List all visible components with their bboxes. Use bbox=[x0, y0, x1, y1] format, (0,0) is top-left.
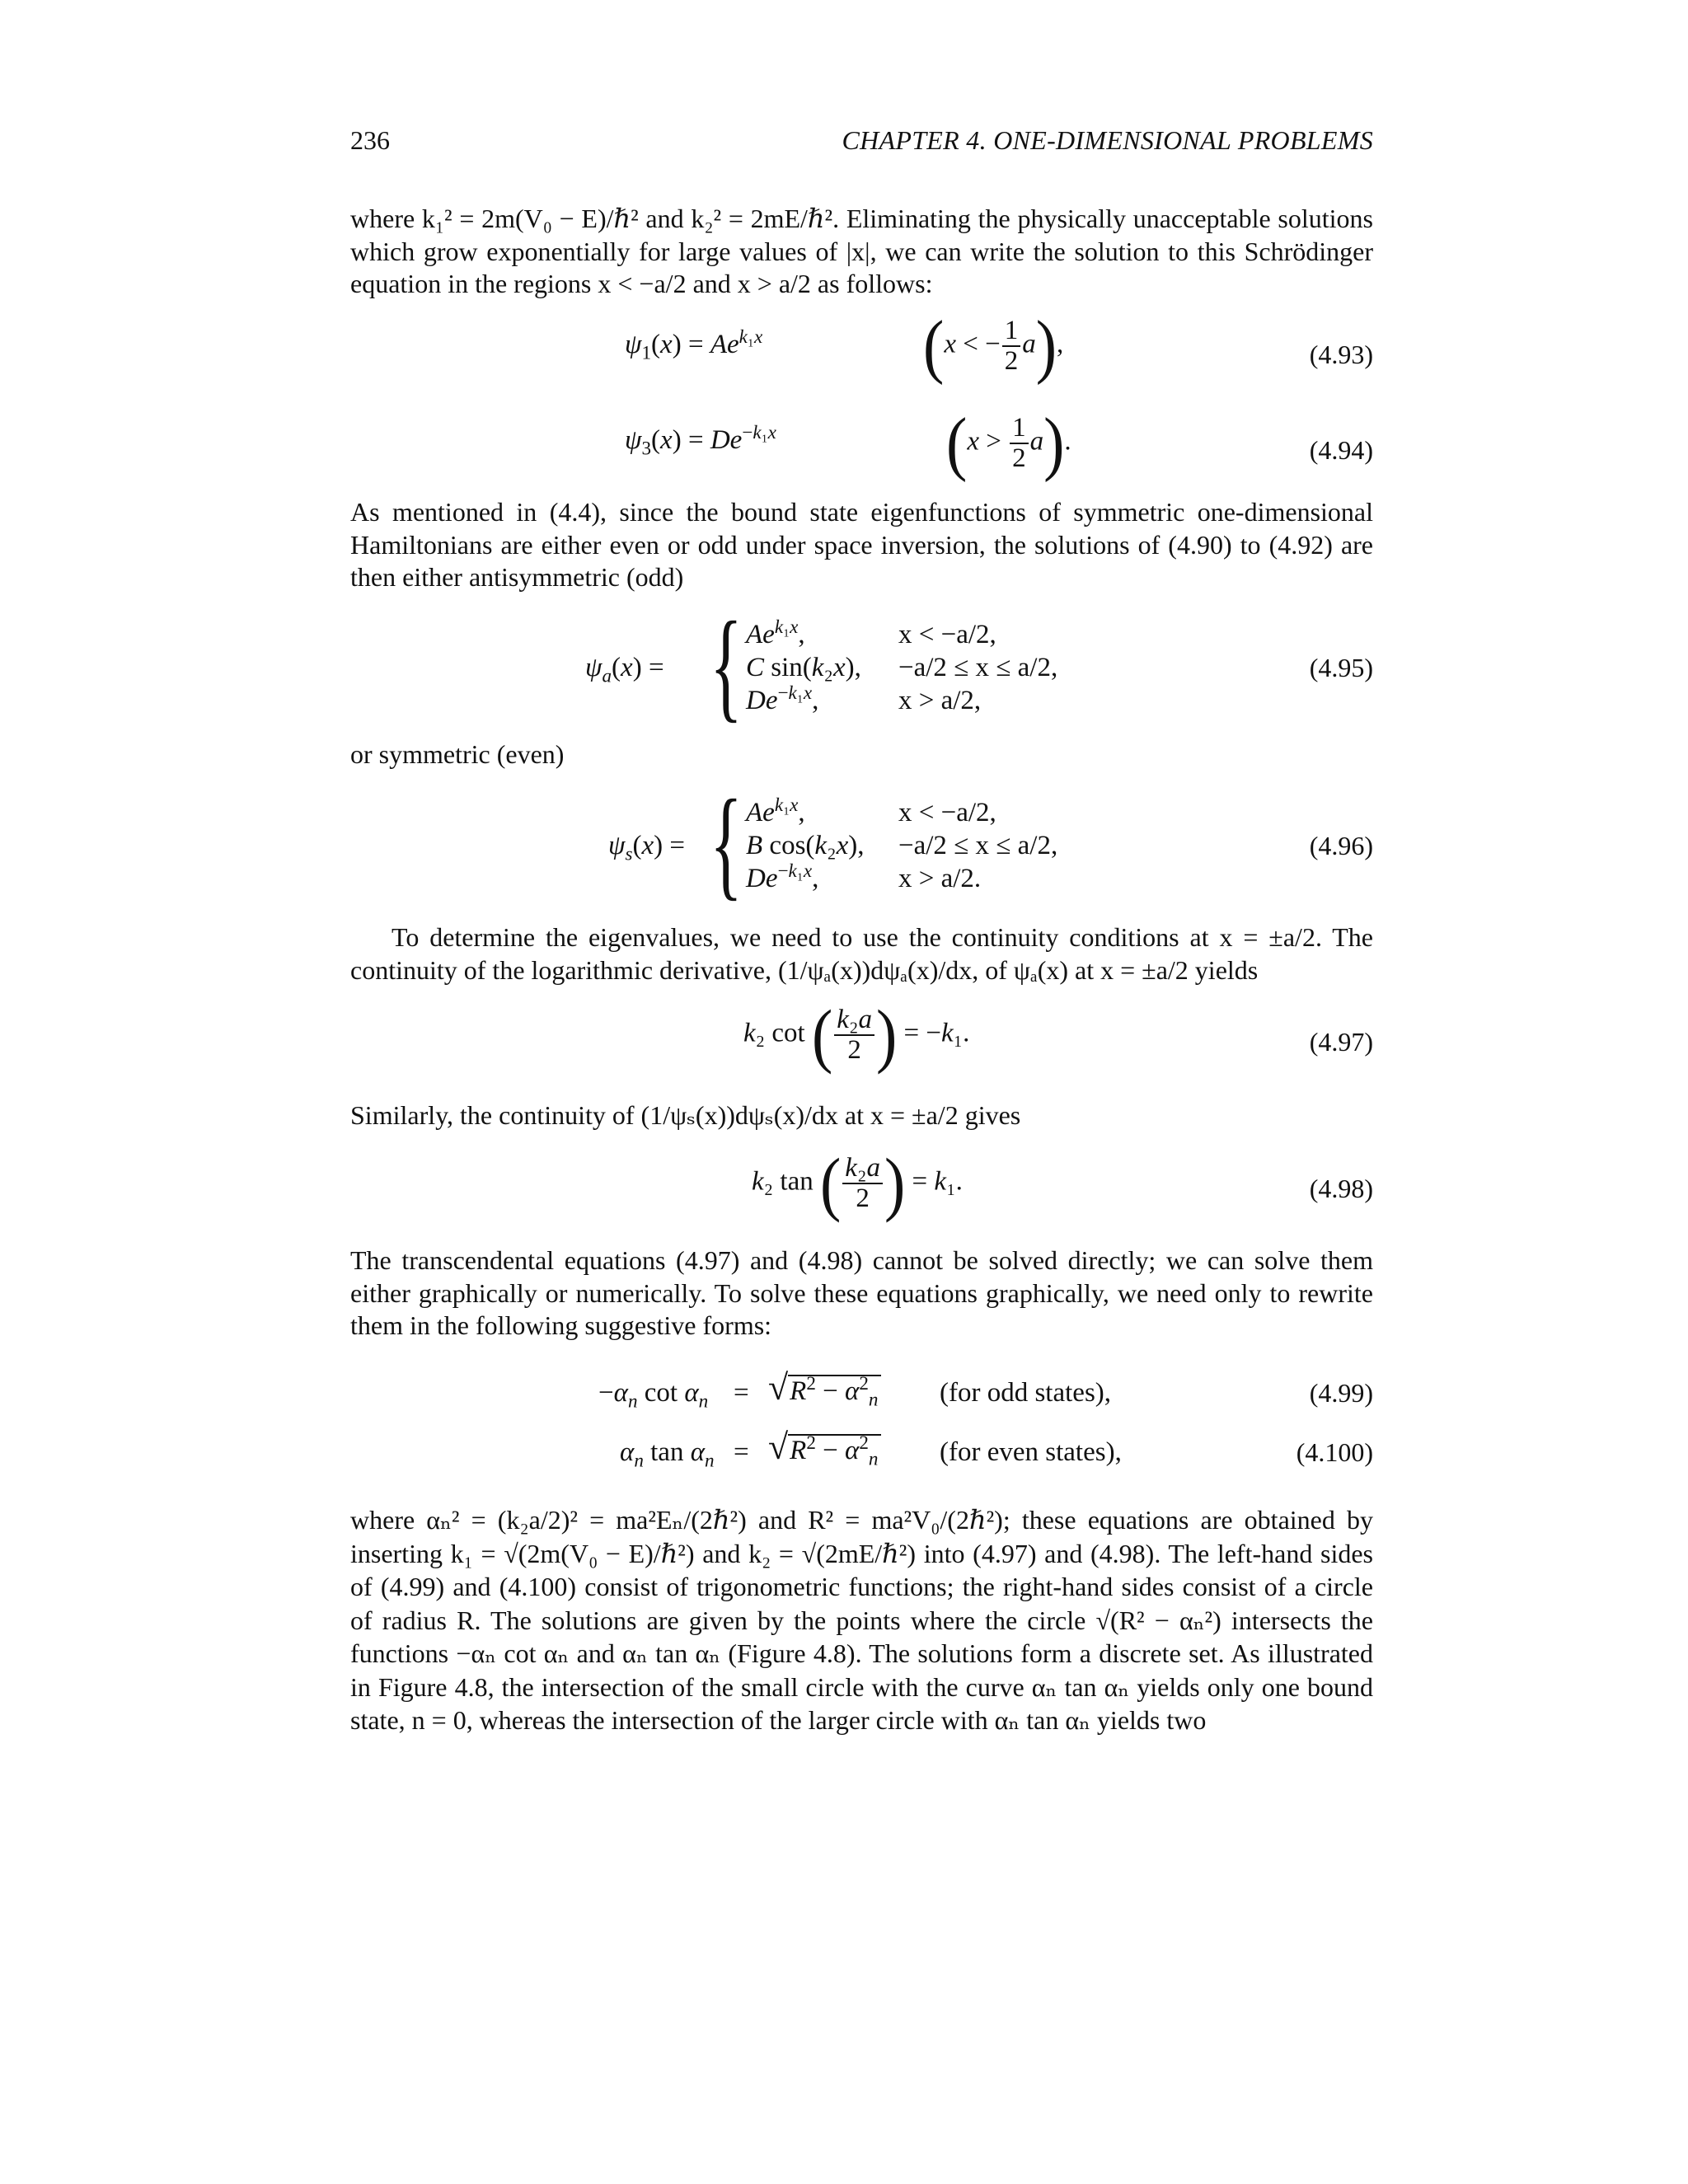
equation-4-100-note: (for even states), bbox=[940, 1437, 1122, 1467]
paragraph-1: where k₁² = 2m(V₀ − E)/ℏ² and k₂² = 2mE/ℏ². Eliminating the physically unacceptable solutions which grow exponentially for large values of |x|, we can write the solution to this Schrödinger equation in the regions x < −a/2 and x > a/2 as follows: bbox=[350, 204, 1373, 298]
paragraph-2: As mentioned in (4.4), since the bound state eigenfunctions of symmetric one-dimensional Hamiltonians are either even or odd under space inversion, the solutions of (4.90) to (4.92) are then either antisymmetric (odd) bbox=[350, 497, 1373, 592]
equation-4-96-row-3: $De^{-k_1x}$, bbox=[746, 860, 819, 893]
equation-4-95-row-3: $De^{-k_1x}$, bbox=[746, 682, 819, 715]
equation-4-99-rhs: $√R^2 - \alpha^2_n$ bbox=[768, 1370, 881, 1407]
page-number: 236 bbox=[350, 125, 390, 155]
equation-4-96-cond-2: −a/2 ≤ x ≤ a/2, bbox=[898, 831, 1058, 860]
equation-4-97: k₂ cot ( $\frac{\text{k₂a}}{2}$ ) = −k₁. bbox=[743, 995, 970, 1076]
equation-4-96-row-1: $Ae^{k_1x}$, bbox=[746, 794, 805, 827]
paragraph-4: To determine the eigenvalues, we need to use the continuity conditions at x = ±a/2. The continuity of the logarithmic derivative, (1/ψₐ(x))dψₐ(x)/dx, of ψₐ(x) at x = ±a/2 yields bbox=[350, 922, 1373, 985]
equation-4-100-lhs: $\alpha_n$ $\tan \alpha_n$ bbox=[620, 1437, 715, 1471]
paragraph-5: Similarly, the continuity of (1/ψₛ(x))dψₛ(x)/dx at x = ±a/2 gives bbox=[350, 1100, 1021, 1130]
equation-4-95-row-2: C sin(k₂x), bbox=[746, 653, 861, 682]
equation-4-95-row-1: $Ae^{k_1x}$, bbox=[746, 616, 805, 649]
equation-4-94-condition: (x > $\frac{1}{2}$ a). bbox=[946, 403, 1071, 484]
equation-4-95-cond-2: −a/2 ≤ x ≤ a/2, bbox=[898, 653, 1058, 682]
equation-number-4-98: (4.98) bbox=[1309, 1174, 1373, 1203]
equation-4-96-cond-1: x < −a/2, bbox=[898, 798, 996, 827]
equation-4-96-lhs: $\psi_s(x)$ = bbox=[608, 831, 686, 865]
equation-number-4-100: (4.100) bbox=[1296, 1437, 1373, 1467]
equation-number-4-94: (4.94) bbox=[1309, 435, 1373, 465]
running-header: CHAPTER 4. ONE-DIMENSIONAL PROBLEMS bbox=[842, 125, 1373, 155]
equals-sign: = bbox=[734, 1437, 749, 1467]
equation-4-99-lhs: $-\alpha_n$ $\cot \alpha_n$ bbox=[598, 1378, 709, 1412]
equation-4-100-rhs: $√R^2 - \alpha^2_n$ bbox=[768, 1429, 881, 1466]
equals-sign: = bbox=[734, 1378, 749, 1408]
equation-number-4-99: (4.99) bbox=[1309, 1378, 1373, 1408]
paragraph-3: or symmetric (even) bbox=[350, 739, 565, 769]
equation-4-93-lhs: $\psi_1(x) = Ae^{k_1x}$ bbox=[625, 326, 763, 363]
paragraph-7: where αₙ² = (k₂a/2)² = ma²Eₙ/(2ℏ²) and R² = ma²V₀/(2ℏ²); these equations are obtained by inserting k₁ = √(2m(V₀ − E)/ℏ²) and k₂ = √(2mE/ℏ²) into (4.97) and (4.98). The left-hand sides of (4.99) and (4.100) consist of trigonometric functions; the right-hand sides consist of a circle of radius R. The solutions are given by the points where the circle √(R² − αₙ²) intersects the functions −αₙ cot αₙ and αₙ tan αₙ (Figure 4.8). The solutions form a discrete set. As illustrated in Figure 4.8, the intersection of the small circle with the curve αₙ tan αₙ yields only one bound state, n = 0, whereas the intersection of the larger circle with αₙ tan αₙ yields two bbox=[350, 1505, 1373, 1735]
equation-number-4-96: (4.96) bbox=[1309, 831, 1373, 860]
equation-number-4-95: (4.95) bbox=[1309, 653, 1373, 682]
equation-number-4-93: (4.93) bbox=[1309, 340, 1373, 369]
equation-4-95-cond-3: x > a/2, bbox=[898, 686, 982, 715]
equation-4-94-lhs: $\psi_3(x) = De^{-k_1x}$ bbox=[625, 421, 776, 459]
equation-4-96-cond-3: x > a/2. bbox=[898, 864, 982, 893]
equation-4-95-lhs: $\psi_a(x)$ = bbox=[585, 653, 664, 687]
equation-4-96-row-2: B cos(k₂x), bbox=[746, 831, 865, 860]
left-brace: { bbox=[710, 775, 743, 912]
left-brace: { bbox=[710, 597, 743, 733]
equation-4-98: k₂ tan ( $\frac{\text{k₂a}}{2}$ ) = k₁. bbox=[752, 1143, 963, 1224]
equation-4-93-condition: (x < − $\frac{1}{2}$ a), bbox=[923, 306, 1064, 387]
paragraph-6: The transcendental equations (4.97) and (4.98) cannot be solved directly; we can solve them either graphically or numerically. To solve these equations graphically, we need only to rewrite them in the following suggestive forms: bbox=[350, 1245, 1373, 1340]
equation-4-99-note: (for odd states), bbox=[940, 1378, 1112, 1408]
equation-4-95-cond-1: x < −a/2, bbox=[898, 620, 996, 649]
equation-number-4-97: (4.97) bbox=[1309, 1027, 1373, 1057]
